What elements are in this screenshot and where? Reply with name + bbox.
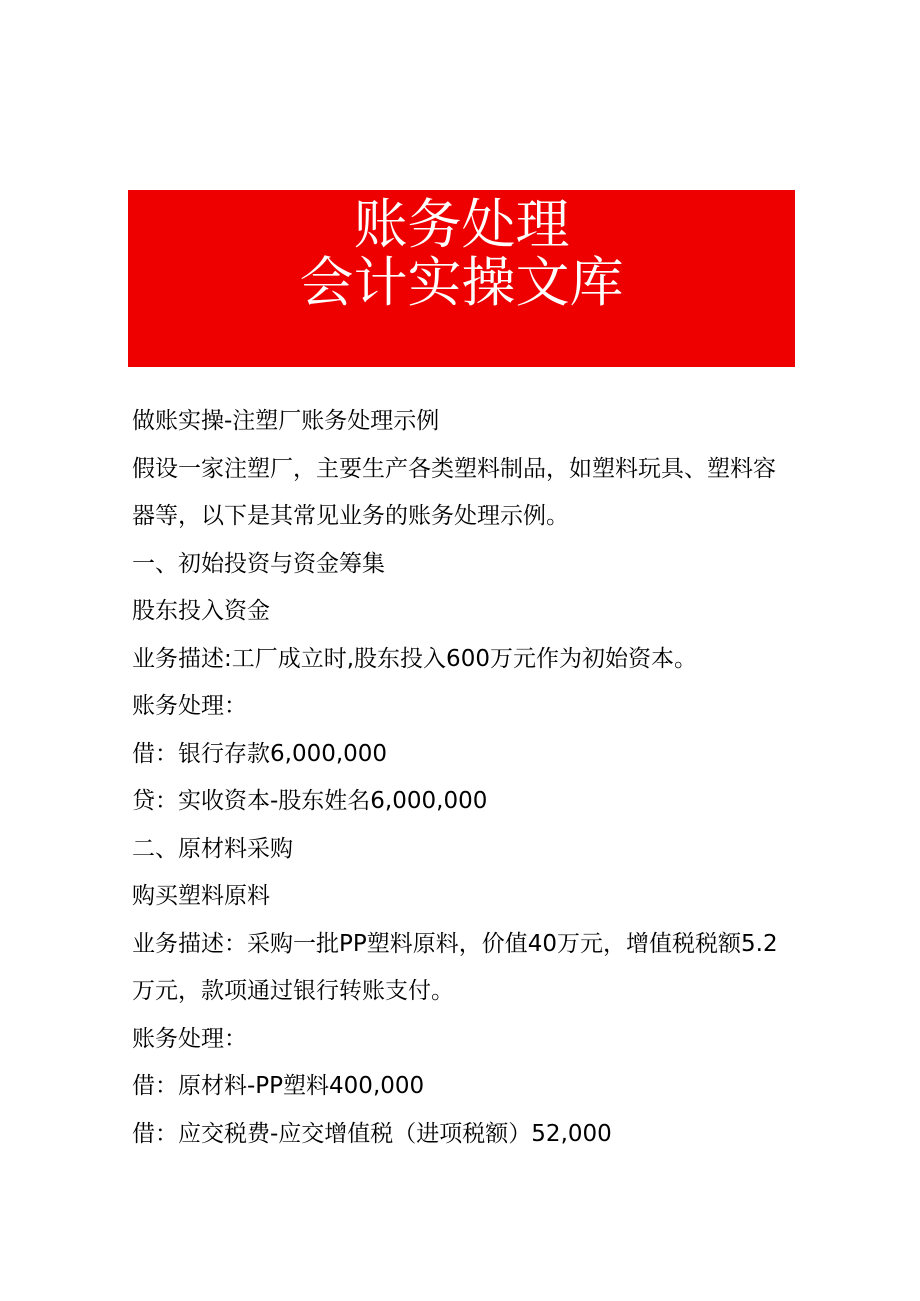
debit-entry: 借：银行存款6,000,000	[132, 740, 388, 767]
credit-entry: 贷：实收资本-股东姓名6,000,000	[132, 788, 488, 814]
section-heading-procurement: 二、原材料采购	[132, 835, 293, 862]
subheading-shareholder-funds: 股东投入资金	[132, 598, 270, 624]
business-description-line-1: 业务描述：采购一批PP塑料原料，价值40万元，增值税税额5.2	[132, 930, 778, 957]
title-banner	[128, 190, 795, 367]
subheading-buy-plastic: 购买塑料原料	[132, 883, 270, 909]
debit-entry-vat: 借：应交税费-应交增值税（进项税额）52,000	[132, 1120, 612, 1147]
accounting-label: 账务处理：	[132, 1025, 247, 1052]
business-description-line-2: 万元，款项通过银行转账支付。	[132, 978, 454, 1004]
debit-entry-materials: 借：原材料-PP塑料400,000	[132, 1073, 425, 1099]
banner-subtitle: 会计实操文库	[299, 251, 624, 314]
accounting-label: 账务处理：	[132, 693, 247, 719]
business-description: 业务描述:工厂成立时,股东投入600万元作为初始资本。	[132, 645, 697, 672]
intro-text-line-2: 器等，以下是其常见业务的账务处理示例。	[132, 503, 569, 529]
intro-text-line-1: 假设一家注塑厂，主要生产各类塑料制品，如塑料玩具、塑料容	[132, 455, 776, 482]
section-heading-investment: 一、初始投资与资金筹集	[132, 550, 385, 577]
document-body	[132, 398, 792, 1158]
document-title: 做账实操-注塑厂账务处理示例	[132, 408, 440, 434]
banner-title: 账务处理	[353, 193, 570, 256]
